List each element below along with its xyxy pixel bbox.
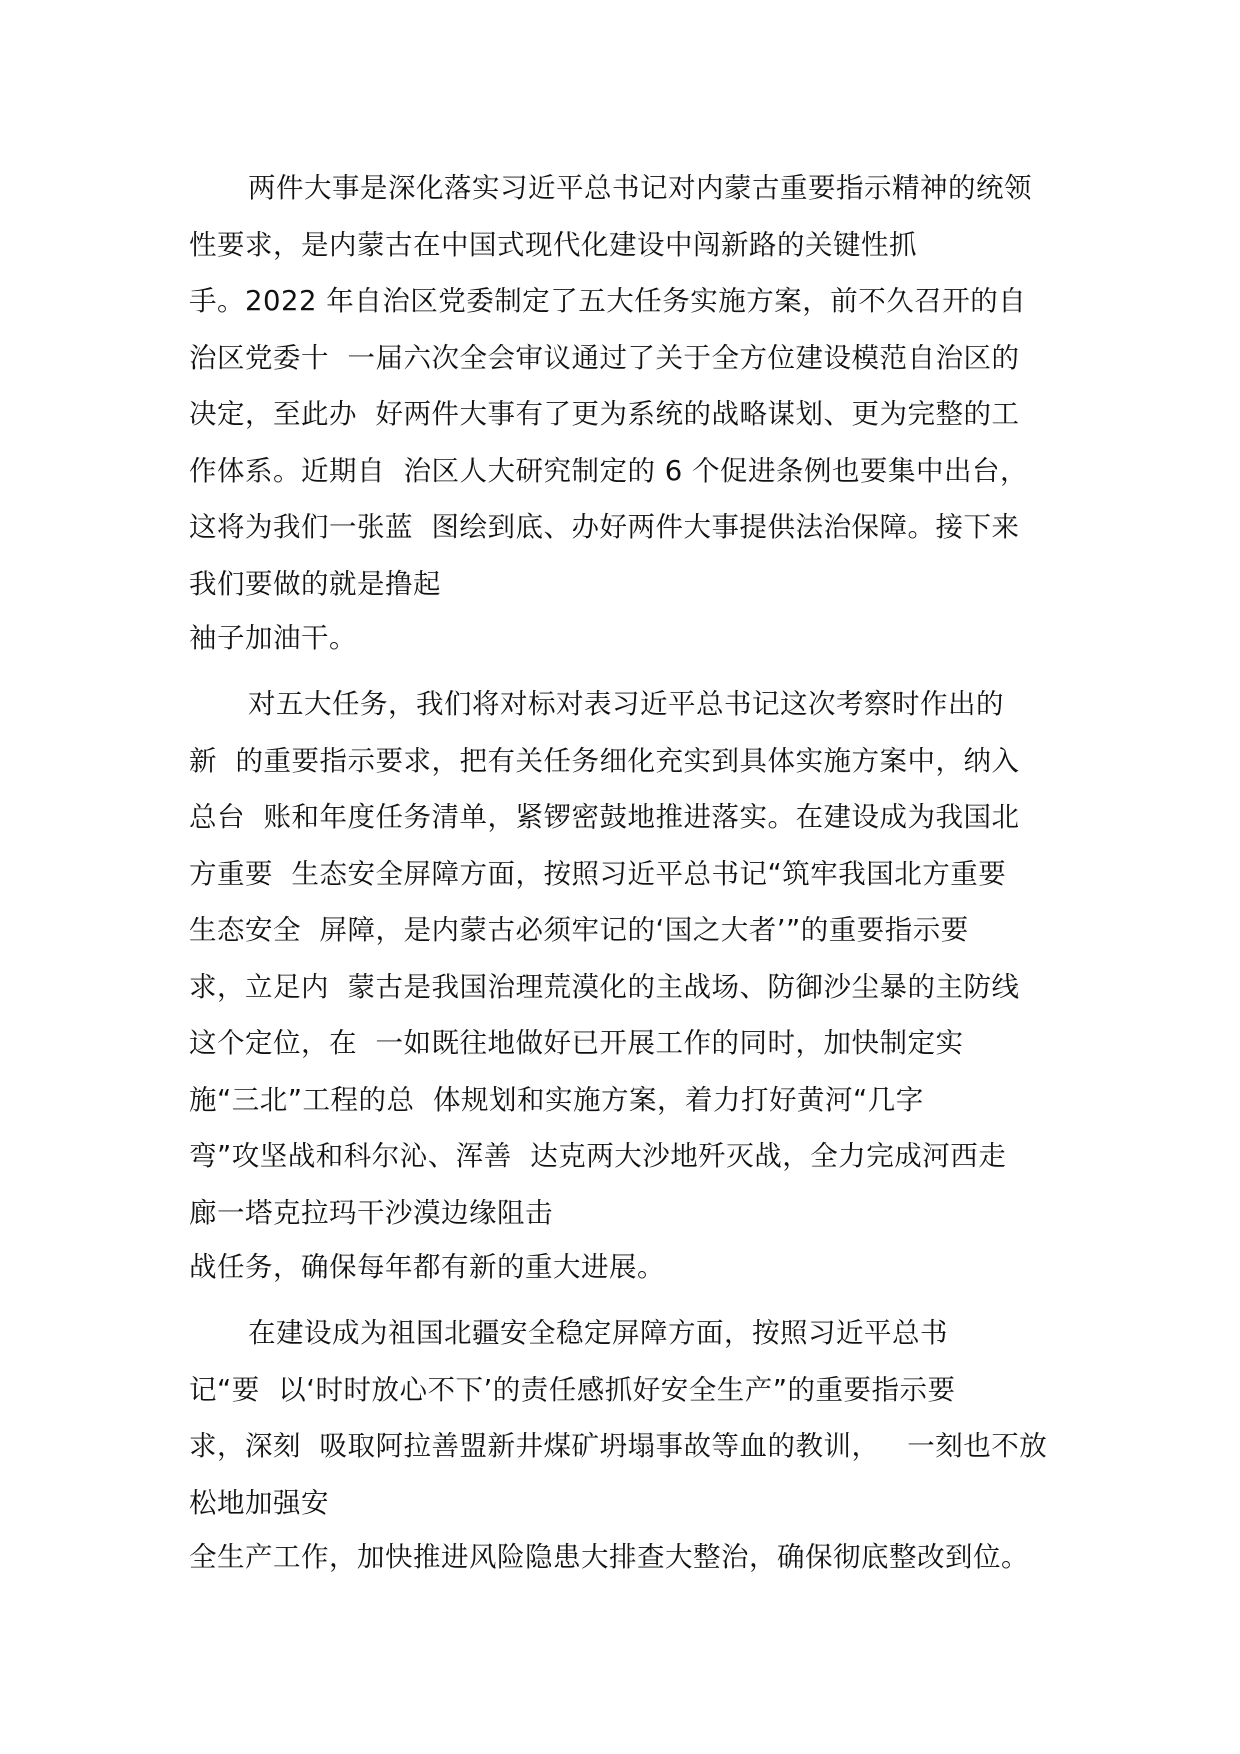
paragraph-3-line-4: 松地加强安: [189, 1487, 329, 1519]
paragraph-1-line-5: 决定，至此办 好两件大事有了更为系统的战略谋划、更为完整的工: [189, 398, 1020, 430]
paragraph-1-line-9: 袖子加油干。: [189, 622, 357, 654]
paragraph-3-line-2: 记“要 以‘时时放心不下’的责任感抓好安全生产”的重要指示要: [189, 1374, 956, 1406]
paragraph-2-line-3: 总台 账和年度任务清单，紧锣密鼓地推进落实。在建设成为我国北: [189, 801, 1020, 833]
paragraph-3-line-3: 求，深刻 吸取阿拉善盟新井煤矿坍塌事故等血的教训， 一刻也不放: [189, 1430, 1048, 1462]
paragraph-2-line-10: 廊一塔克拉玛干沙漠边缘阻击: [189, 1197, 553, 1229]
paragraph-1-line-7: 这将为我们一张蓝 图绘到底、办好两件大事提供法治保障。接下来: [189, 511, 1020, 543]
paragraph-1-line-8: 我们要做的就是撸起: [189, 568, 441, 600]
paragraph-2-line-9: 弯”攻坚战和科尔沁、浑善 达克两大沙地歼灭战，全力完成河西走: [189, 1140, 1007, 1172]
paragraph-2-line-11: 战任务，确保每年都有新的重大进展。: [189, 1251, 665, 1283]
paragraph-1-line-4: 治区党委十 一届六次全会审议通过了关于全方位建设模范自治区的: [189, 342, 1020, 374]
paragraph-2-line-8: 施“三北”工程的总 体规划和实施方案，着力打好黄河“几字: [189, 1084, 924, 1116]
paragraph-1-line-6: 作体系。近期自 治区人大研究制定的 6 个促进条例也要集中出台，: [189, 455, 1028, 487]
paragraph-2-line-1: 对五大任务，我们将对标对表习近平总书记这次考察时作出的: [248, 688, 1004, 720]
paragraph-2-line-6: 求，立足内 蒙古是我国治理荒漠化的主战场、防御沙尘暴的主防线: [189, 971, 1020, 1003]
paragraph-2-line-2: 新 的重要指示要求，把有关任务细化充实到具体实施方案中，纳入: [189, 745, 1020, 777]
paragraph-1-line-3: 手。2022 年自治区党委制定了五大任务实施方案，前不久召开的自: [189, 285, 1027, 317]
paragraph-3-line-1: 在建设成为祖国北疆安全稳定屏障方面，按照习近平总书: [248, 1317, 948, 1349]
paragraph-2-line-4: 方重要 生态安全屏障方面，按照习近平总书记“筑牢我国北方重要: [189, 858, 1007, 890]
paragraph-2-line-7: 这个定位，在 一如既往地做好已开展工作的同时，加快制定实: [189, 1027, 964, 1059]
paragraph-3-line-5: 全生产工作，加快推进风险隐患大排查大整治，确保彻底整改到位。: [189, 1541, 1029, 1573]
paragraph-1-line-1: 两件大事是深化落实习近平总书记对内蒙古重要指示精神的统领: [248, 172, 1032, 204]
paragraph-1-line-2: 性要求，是内蒙古在中国式现代化建设中闯新路的关键性抓: [189, 229, 917, 261]
paragraph-2-line-5: 生态安全 屏障，是内蒙古必须牢记的‘国之大者’”的重要指示要: [189, 914, 969, 946]
